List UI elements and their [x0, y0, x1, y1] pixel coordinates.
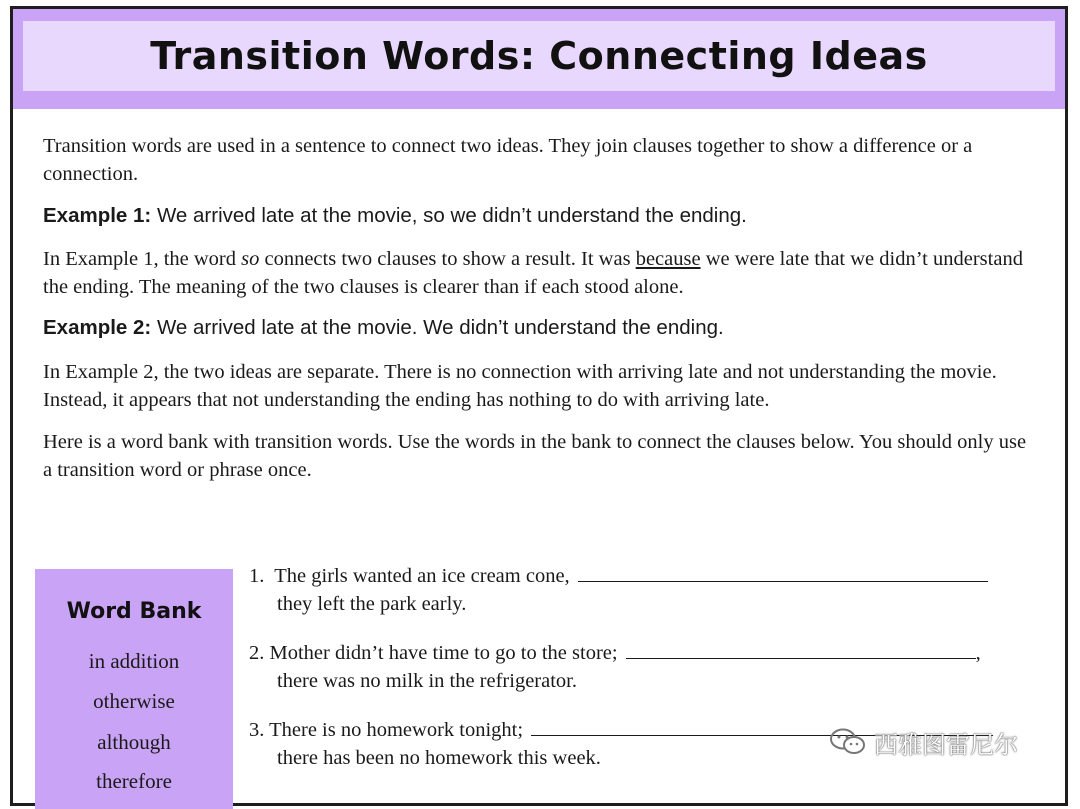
title-banner — [13, 9, 1065, 109]
exercise-2-first-line — [249, 639, 1049, 667]
explanation-1-underlined-because: because — [635, 248, 701, 270]
example-2-sentence: We arrived late at the movie. We didn’t understand the ending. — [151, 316, 724, 339]
exercise-1-clause-2: they left the park early. — [277, 593, 467, 615]
exercise-1-clause-1: The girls wanted an ice cream cone, — [274, 565, 570, 587]
answer-blank-1[interactable] — [578, 563, 988, 582]
watermark-text: 西雅图雷尼尔 — [874, 730, 1018, 759]
exercise-1-first-line — [249, 562, 1049, 590]
word-bank-item: in addition — [88, 649, 180, 673]
explanation-1-part2: connects two clauses to show a result. It was — [259, 248, 636, 270]
word-bank-item: otherwise — [93, 689, 175, 713]
explanation-2-paragraph: In Example 2, the two ideas are separate. There is no connection with arriving late and not understanding the movie. Instead, it appears that not understanding the ending has nothing to do with arriving late. — [43, 361, 997, 411]
exercise-3-clause-2: there has been no homework this week. — [277, 747, 601, 769]
explanation-1-part1: In Example 1, the word — [43, 248, 242, 270]
worksheet-page — [10, 6, 1068, 806]
exercise-2 — [249, 639, 1049, 695]
exercise-number: 3. — [249, 719, 265, 741]
example-1-sentence: We arrived late at the movie, so we didn’t understand the ending. — [151, 204, 747, 227]
exercise-3-clause-1: There is no homework tonight; — [269, 719, 524, 741]
answer-blank-2[interactable] — [626, 640, 976, 659]
example-2 — [43, 314, 1043, 342]
word-bank-item: although — [97, 730, 171, 754]
title-banner-inner — [23, 21, 1055, 91]
example-1 — [43, 202, 1043, 230]
intro-paragraph: Transition words are used in a sentence to connect two ideas. They join clauses together to show a difference or a connection. — [43, 135, 973, 185]
explanation-1-paragraph — [43, 245, 1033, 301]
word-bank-item: therefore — [96, 769, 172, 793]
explanation-1-part3: we were late that we didn’t understand the ending. The meaning of the two clauses is clearer than if each stood alone. — [43, 248, 1023, 298]
word-bank-box — [35, 569, 233, 809]
exercise-2-clause-2: there was no milk in the refrigerator. — [277, 670, 577, 692]
watermark — [828, 722, 1018, 762]
word-bank-title: Word Bank — [66, 599, 202, 624]
exercise-number: 1. — [249, 565, 265, 587]
explanation-1-word-so: so — [241, 248, 260, 270]
instructions-paragraph: Here is a word bank with transition words. Use the words in the bank to connect the clauses below. You should only use a transition word or phrase once. — [43, 431, 1027, 481]
exercise-number: 2. — [249, 642, 265, 664]
exercise-2-clause-1: Mother didn’t have time to go to the store; — [269, 642, 618, 664]
exercise-2-punct: , — [975, 642, 981, 664]
example-1-label: Example 1: — [43, 204, 152, 227]
page-title: Transition Words: Connecting Ideas — [150, 34, 928, 78]
exercise-1 — [249, 562, 1049, 618]
wechat-icon — [828, 727, 868, 757]
example-2-label: Example 2: — [43, 316, 152, 339]
